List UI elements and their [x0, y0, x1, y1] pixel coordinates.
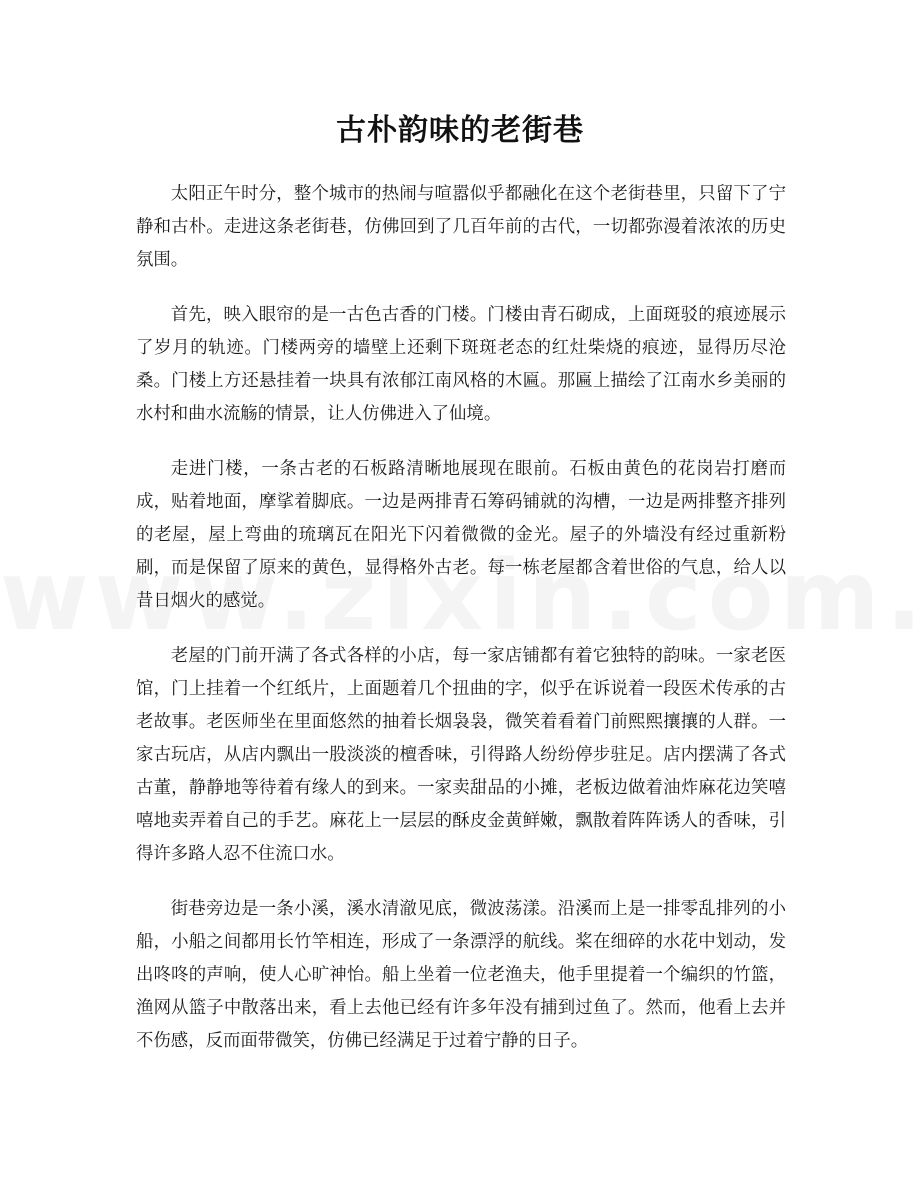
- document-title: 古朴韵味的老街巷: [336, 113, 584, 148]
- document-body: [136, 178, 786, 1080]
- paragraph-2: 首先，映入眼帘的是一古色古香的门楼。门楼由青石砌成，上面斑驳的痕迹展示了岁月的轨迹。门楼两旁的墙壁上还剩下斑斑老态的红灶柴烧的痕迹，显得历尽沧桑。门楼上方还悬挂着一块具有浓郁江南风格的木匾。那匾上描绘了江南水乡美丽的水村和曲水流觞的情景，让人仿佛进入了仙境。: [136, 305, 786, 424]
- paragraph-3: 走进门楼，一条古老的石板路清晰地展现在眼前。石板由黄色的花岗岩打磨而成，贴着地面，摩挲着脚底。一边是两排青石筹码铺就的沟槽，一边是两排整齐排列的老屋，屋上弯曲的琉璃瓦在阳光下闪着微微的金光。屋子的外墙没有经过重新粉刷，而是保留了原来的黄色，显得格外古老。每一栋老屋都含着世俗的气息，给人以昔日烟火的感觉。: [136, 459, 786, 611]
- paragraph-4: 老屋的门前开满了各式各样的小店，每一家店铺都有着它独特的韵味。一家老医馆，门上挂着一个红纸片，上面题着几个扭曲的字，似乎在诉说着一段医术传承的古老故事。老医师坐在里面悠然的抽着长烟袅袅，微笑着看着门前熙熙攘攘的人群。一家古玩店，从店内飘出一股淡淡的檀香味，引得路人纷纷停步驻足。店内摆满了各式古董，静静地等待着有缘人的到来。一家卖甜品的小摊，老板边做着油炸麻花边笑嘻嘻地卖弄着自己的手艺。麻花上一层层的酥皮金黄鲜嫩，飘散着阵阵诱人的香味，引得许多路人忍不住流口水。: [136, 646, 786, 864]
- paragraph-5: 街巷旁边是一条小溪，溪水清澈见底，微波荡漾。沿溪而上是一排零乱排列的小船，小船之间都用长竹竿相连，形成了一条漂浮的航线。桨在细碎的水花中划动，发出咚咚的声响，使人心旷神怡。船上坐着一位老渔夫，他手里提着一个编织的竹篮，渔网从篮子中散落出来，看上去他已经有许多年没有捕到过鱼了。然而，他看上去并不伤感，反而面带微笑，仿佛已经满足于过着宁静的日子。: [136, 899, 786, 1051]
- paragraph-1: 太阳正午时分，整个城市的热闹与喧嚣似乎都融化在这个老街巷里，只留下了宁静和古朴。走进这条老街巷，仿佛回到了几百年前的古代，一切都弥漫着浓浓的历史氛围。: [136, 184, 786, 270]
